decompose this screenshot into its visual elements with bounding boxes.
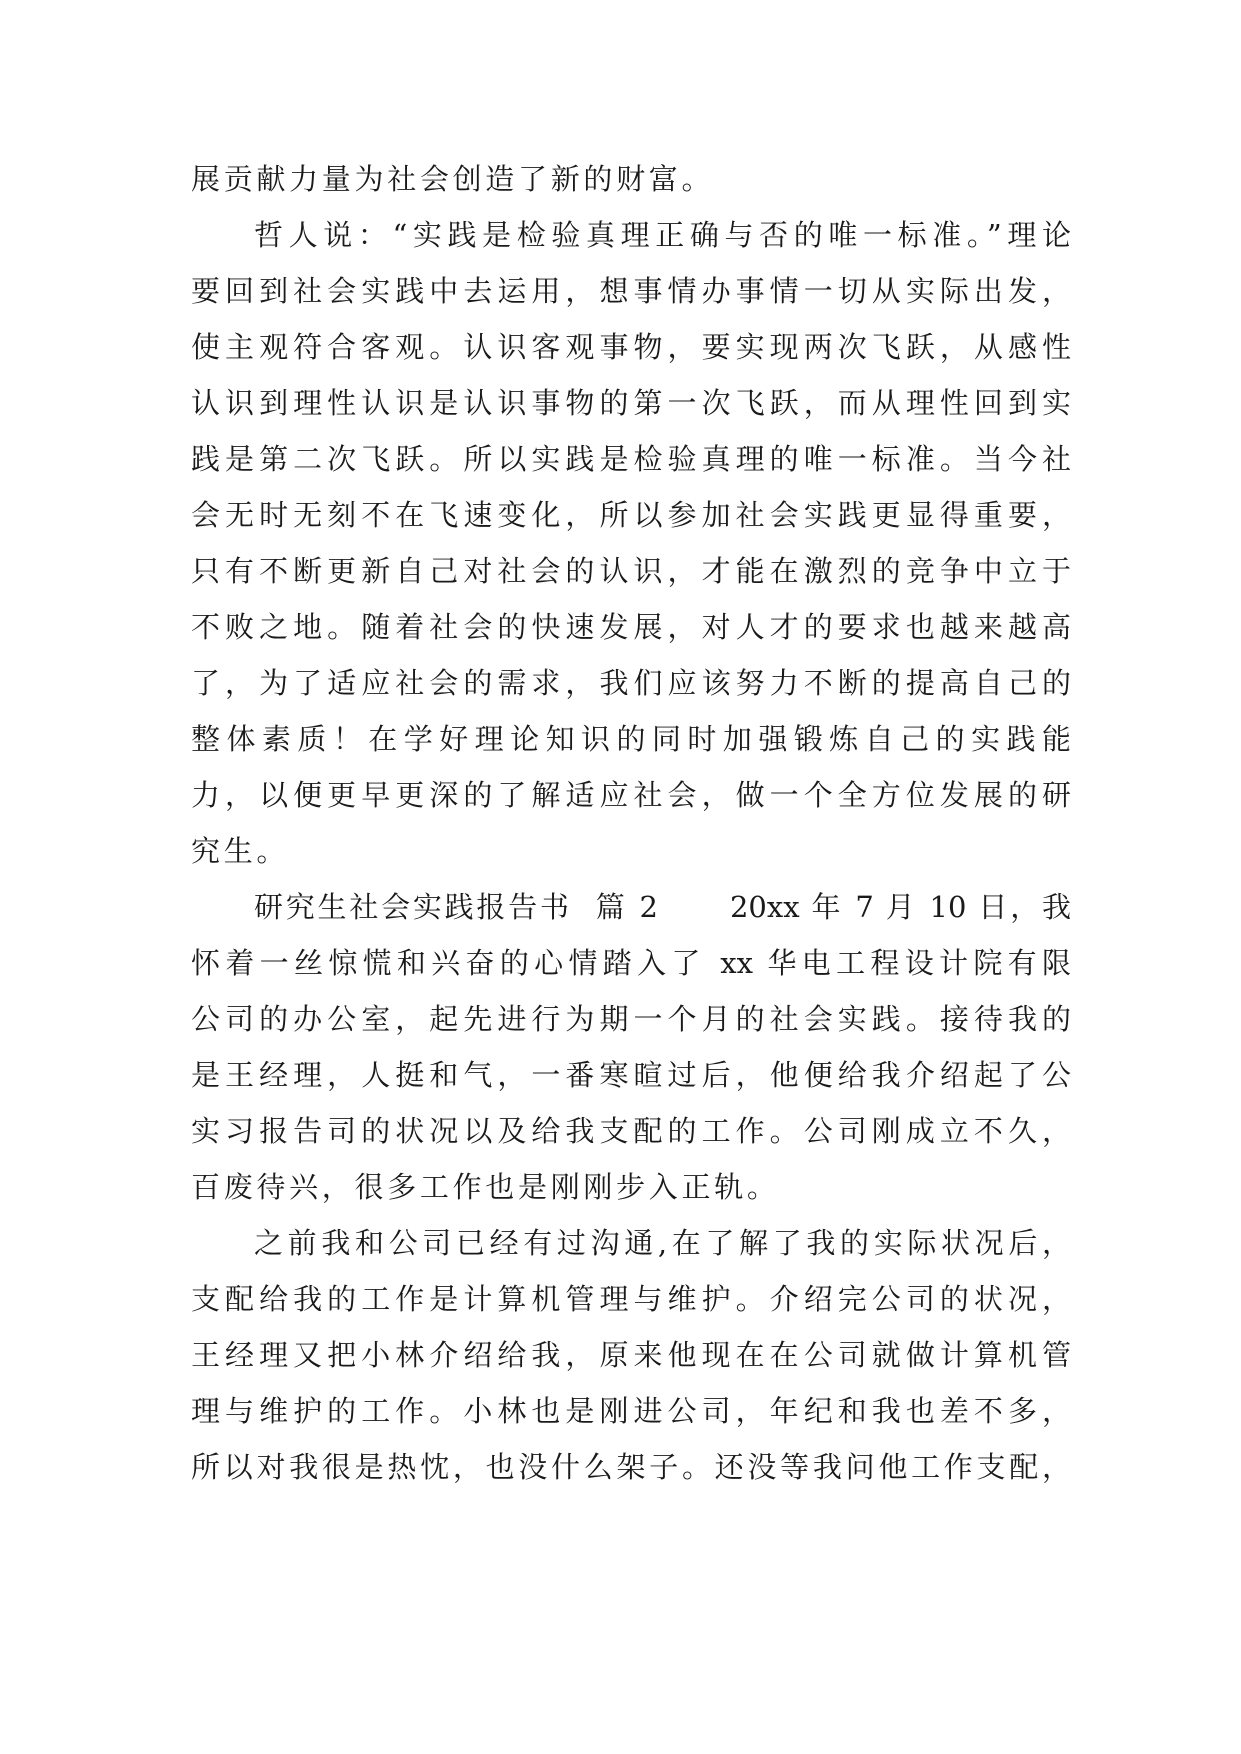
paragraph-line: 哲人说：“实践是检验真理正确与否的唯一标准。”理论 xyxy=(254,218,1071,252)
paragraph-line: 是王经理，人挺和气，一番寒暄过后，他便给我介绍起了公 xyxy=(191,1058,1071,1092)
paragraph-line: 会无时无刻不在飞速变化，所以参加社会实践更显得重要， xyxy=(191,498,1071,532)
paragraph-line: 了，为了适应社会的需求，我们应该努力不断的提高自己的 xyxy=(191,666,1071,700)
paragraph-line: 理与维护的工作。小林也是刚进公司，年纪和我也差不多， xyxy=(191,1394,1071,1428)
paragraph-line: 支配给我的工作是计算机管理与维护。介绍完公司的状况， xyxy=(191,1282,1071,1316)
paragraph-line: 之前我和公司已经有过沟通,在了解了我的实际状况后， xyxy=(254,1226,1071,1260)
paragraph-line: 究生。 xyxy=(191,834,290,868)
paragraph-line: 实习报告司的状况以及给我支配的工作。公司刚成立不久， xyxy=(191,1114,1071,1148)
paragraph-line: 展贡献力量为社会创造了新的财富。 xyxy=(191,162,715,196)
paragraph-line: 百废待兴，很多工作也是刚刚步入正轨。 xyxy=(191,1170,780,1204)
paragraph-line: 认识到理性认识是认识事物的第一次飞跃，而从理性回到实 xyxy=(191,386,1071,420)
paragraph-line: 使主观符合客观。认识客观事物，要实现两次飞跃，从感性 xyxy=(191,330,1071,364)
paragraph-line: 怀着一丝惊慌和兴奋的心情踏入了 xx 华电工程设计院有限 xyxy=(191,946,1071,980)
paragraph-line: 只有不断更新自己对社会的认识，才能在激烈的竞争中立于 xyxy=(191,554,1071,588)
paragraph-line: 力，以便更早更深的了解适应社会，做一个全方位发展的研 xyxy=(191,778,1071,812)
paragraph-line: 公司的办公室，起先进行为期一个月的社会实践。接待我的 xyxy=(191,1002,1071,1036)
paragraph-line: 整体素质！在学好理论知识的同时加强锻炼自己的实践能 xyxy=(191,722,1071,756)
paragraph-line: 所以对我很是热忱，也没什么架子。还没等我问他工作支配， xyxy=(191,1450,1071,1484)
paragraph-line: 践是第二次飞跃。所以实践是检验真理的唯一标准。当今社 xyxy=(191,442,1071,476)
section-heading-line: 研究生社会实践报告书 篇 2 20xx 年 7 月 10 日，我 xyxy=(254,890,1071,924)
paragraph-line: 不败之地。随着社会的快速发展，对人才的要求也越来越高 xyxy=(191,610,1071,644)
paragraph-line: 要回到社会实践中去运用，想事情办事情一切从实际出发， xyxy=(191,274,1071,308)
paragraph-line: 王经理又把小林介绍给我，原来他现在在公司就做计算机管 xyxy=(191,1338,1071,1372)
